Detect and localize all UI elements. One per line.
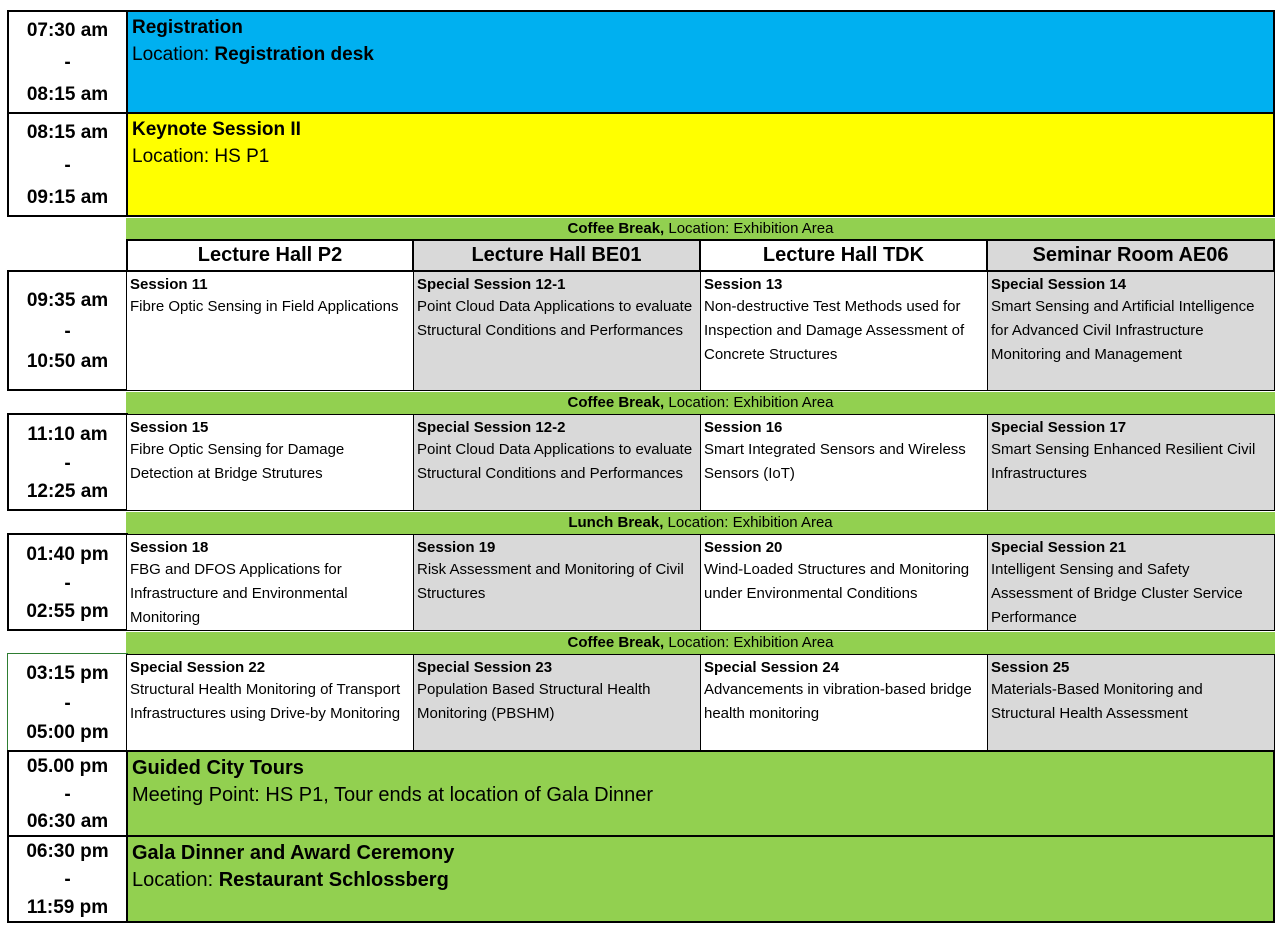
event-location: Location: HS P1: [132, 146, 270, 167]
location-label: Location:: [132, 44, 215, 65]
time-sep: -: [64, 320, 71, 342]
time-block-3: [7, 533, 128, 631]
time-sep: -: [64, 692, 71, 714]
coffee-break-bar: [126, 392, 1275, 414]
session-title: Smart Integrated Sensors and Wireless Sensors (IoT): [704, 441, 966, 482]
time-block-2: [7, 413, 128, 511]
session-cell: [126, 654, 414, 751]
session-title: Structural Health Monitoring of Transport Infrastructures using Drive-by Monitoring: [130, 681, 401, 722]
session-cell: [126, 271, 414, 391]
session-id: Session 20: [704, 539, 783, 556]
session-id: Session 18: [130, 539, 209, 556]
time-sep: -: [64, 154, 71, 176]
session-title: Smart Sensing and Artificial Intelligence for Advanced Civil Infrastructure Monitoring and Management: [991, 298, 1255, 363]
session-id: Special Session 22: [130, 659, 266, 676]
lunch-break-bar: [126, 512, 1275, 534]
time-start: 03:15 pm: [26, 663, 109, 684]
session-id: Session 25: [991, 659, 1070, 676]
break-label: Lunch Break,: [568, 514, 664, 531]
break-label: Coffee Break,: [567, 394, 665, 411]
time-end: 02:55 pm: [26, 601, 109, 622]
session-title: Smart Sensing Enhanced Resilient Civil Infrastructures: [991, 441, 1256, 482]
time-gala: [7, 835, 128, 923]
session-cell: [987, 271, 1275, 391]
event-location: [132, 40, 1269, 70]
session-title: Advancements in vibration-based bridge health monitoring: [704, 681, 972, 722]
session-cell: [126, 414, 414, 511]
hall-header-be01: Lecture Hall BE01: [412, 239, 701, 272]
hall-header-tdk: Lecture Hall TDK: [699, 239, 988, 272]
session-cell: [700, 271, 988, 391]
time-end: 10:50 am: [26, 351, 109, 372]
event-title: Gala Dinner and Award Ceremony: [132, 842, 455, 864]
location-value: Restaurant Schlossberg: [218, 869, 449, 891]
coffee-break-bar: [126, 218, 1275, 240]
event-gala-dinner: [126, 835, 1275, 923]
session-id: Special Session 17: [991, 419, 1127, 436]
time-tours: [7, 750, 128, 837]
time-end: 11:59 pm: [26, 897, 109, 918]
time-start: 06:30 pm: [26, 841, 109, 862]
session-cell: [413, 414, 701, 511]
session-cell: [700, 414, 988, 511]
session-title: Risk Assessment and Monitoring of Civil Structures: [417, 561, 684, 602]
session-id: Special Session 24: [704, 659, 840, 676]
session-title: Wind-Loaded Structures and Monitoring under Environmental Conditions: [704, 561, 970, 602]
session-title: Point Cloud Data Applications to evaluate Structural Conditions and Performances: [417, 298, 693, 339]
time-sep: -: [64, 783, 71, 805]
session-id: Session 19: [417, 539, 496, 556]
session-id: Special Session 14: [991, 276, 1127, 293]
time-start: 11:10 am: [27, 424, 108, 445]
session-title: Fibre Optic Sensing for Damage Detection at Bridge Strutures: [130, 441, 345, 482]
location-label: Location:: [132, 869, 219, 891]
time-sep: -: [64, 869, 71, 890]
session-title: Population Based Structural Health Monitoring (PBSHM): [417, 681, 651, 722]
hall-header-ae06: Seminar Room AE06: [986, 239, 1275, 272]
event-location: [132, 865, 1269, 895]
session-id: Special Session 23: [417, 659, 553, 676]
session-id: Session 16: [704, 419, 783, 436]
session-cell: [987, 654, 1275, 751]
session-id: Special Session 12-2: [417, 419, 566, 436]
event-keynote: [126, 112, 1275, 217]
session-cell: [413, 271, 701, 391]
session-title: Non-destructive Test Methods used for Inspection and Damage Assessment of Concrete Structures: [704, 298, 965, 363]
session-cell: [987, 534, 1275, 631]
event-title: Registration: [132, 17, 243, 38]
session-cell: [700, 534, 988, 631]
session-title: FBG and DFOS Applications for Infrastructure and Environmental Monitoring: [130, 561, 348, 626]
session-cell: [413, 534, 701, 631]
time-end: 12:25 am: [26, 481, 109, 502]
session-cell: [700, 654, 988, 751]
time-start: 05.00 pm: [26, 756, 109, 777]
break-label: Coffee Break,: [567, 634, 665, 651]
hall-header-p2: Lecture Hall P2: [126, 239, 414, 272]
session-title: Fibre Optic Sensing in Field Applications: [130, 298, 399, 315]
session-title: Point Cloud Data Applications to evaluate Structural Conditions and Performances: [417, 441, 693, 482]
time-start: 07:30 am: [26, 20, 109, 41]
time-start: 09:35 am: [26, 290, 109, 311]
session-id: Session 13: [704, 276, 783, 293]
event-title: Keynote Session II: [132, 119, 301, 140]
time-keynote: [7, 112, 128, 217]
event-registration: [126, 10, 1275, 114]
event-city-tours: [126, 750, 1275, 837]
event-location: Meeting Point: HS P1, Tour ends at location of Gala Dinner: [132, 784, 654, 806]
session-id: Session 15: [130, 419, 209, 436]
break-location: Location: Exhibition Area: [664, 220, 834, 237]
time-end: 06:30 am: [26, 811, 109, 832]
time-registration: [7, 10, 128, 114]
break-label: Coffee Break,: [567, 220, 665, 237]
time-sep: -: [64, 452, 71, 474]
break-location: Location: Exhibition Area: [663, 514, 833, 531]
session-cell: [987, 414, 1275, 511]
session-title: Intelligent Sensing and Safety Assessment of Bridge Cluster Service Performance: [991, 561, 1243, 626]
session-id: Special Session 21: [991, 539, 1127, 556]
break-location: Location: Exhibition Area: [664, 634, 834, 651]
coffee-break-bar: [126, 632, 1275, 654]
session-id: Session 11: [130, 276, 208, 293]
location-value: Registration desk: [214, 44, 374, 65]
break-location: Location: Exhibition Area: [664, 394, 834, 411]
time-start: 08:15 am: [26, 122, 109, 143]
time-sep: -: [64, 572, 71, 594]
time-end: 05:00 pm: [26, 722, 109, 743]
time-start: 01:40 pm: [26, 544, 109, 565]
time-end: 09:15 am: [26, 187, 109, 208]
session-cell: [413, 654, 701, 751]
session-id: Special Session 12-1: [417, 276, 566, 293]
event-title: Guided City Tours: [132, 757, 304, 779]
time-block-4: [7, 653, 128, 751]
session-title: Materials-Based Monitoring and Structural Health Assessment: [991, 681, 1203, 722]
time-end: 08:15 am: [26, 84, 109, 105]
time-block-1: [7, 270, 128, 391]
time-sep: -: [64, 52, 71, 73]
session-cell: [126, 534, 414, 631]
